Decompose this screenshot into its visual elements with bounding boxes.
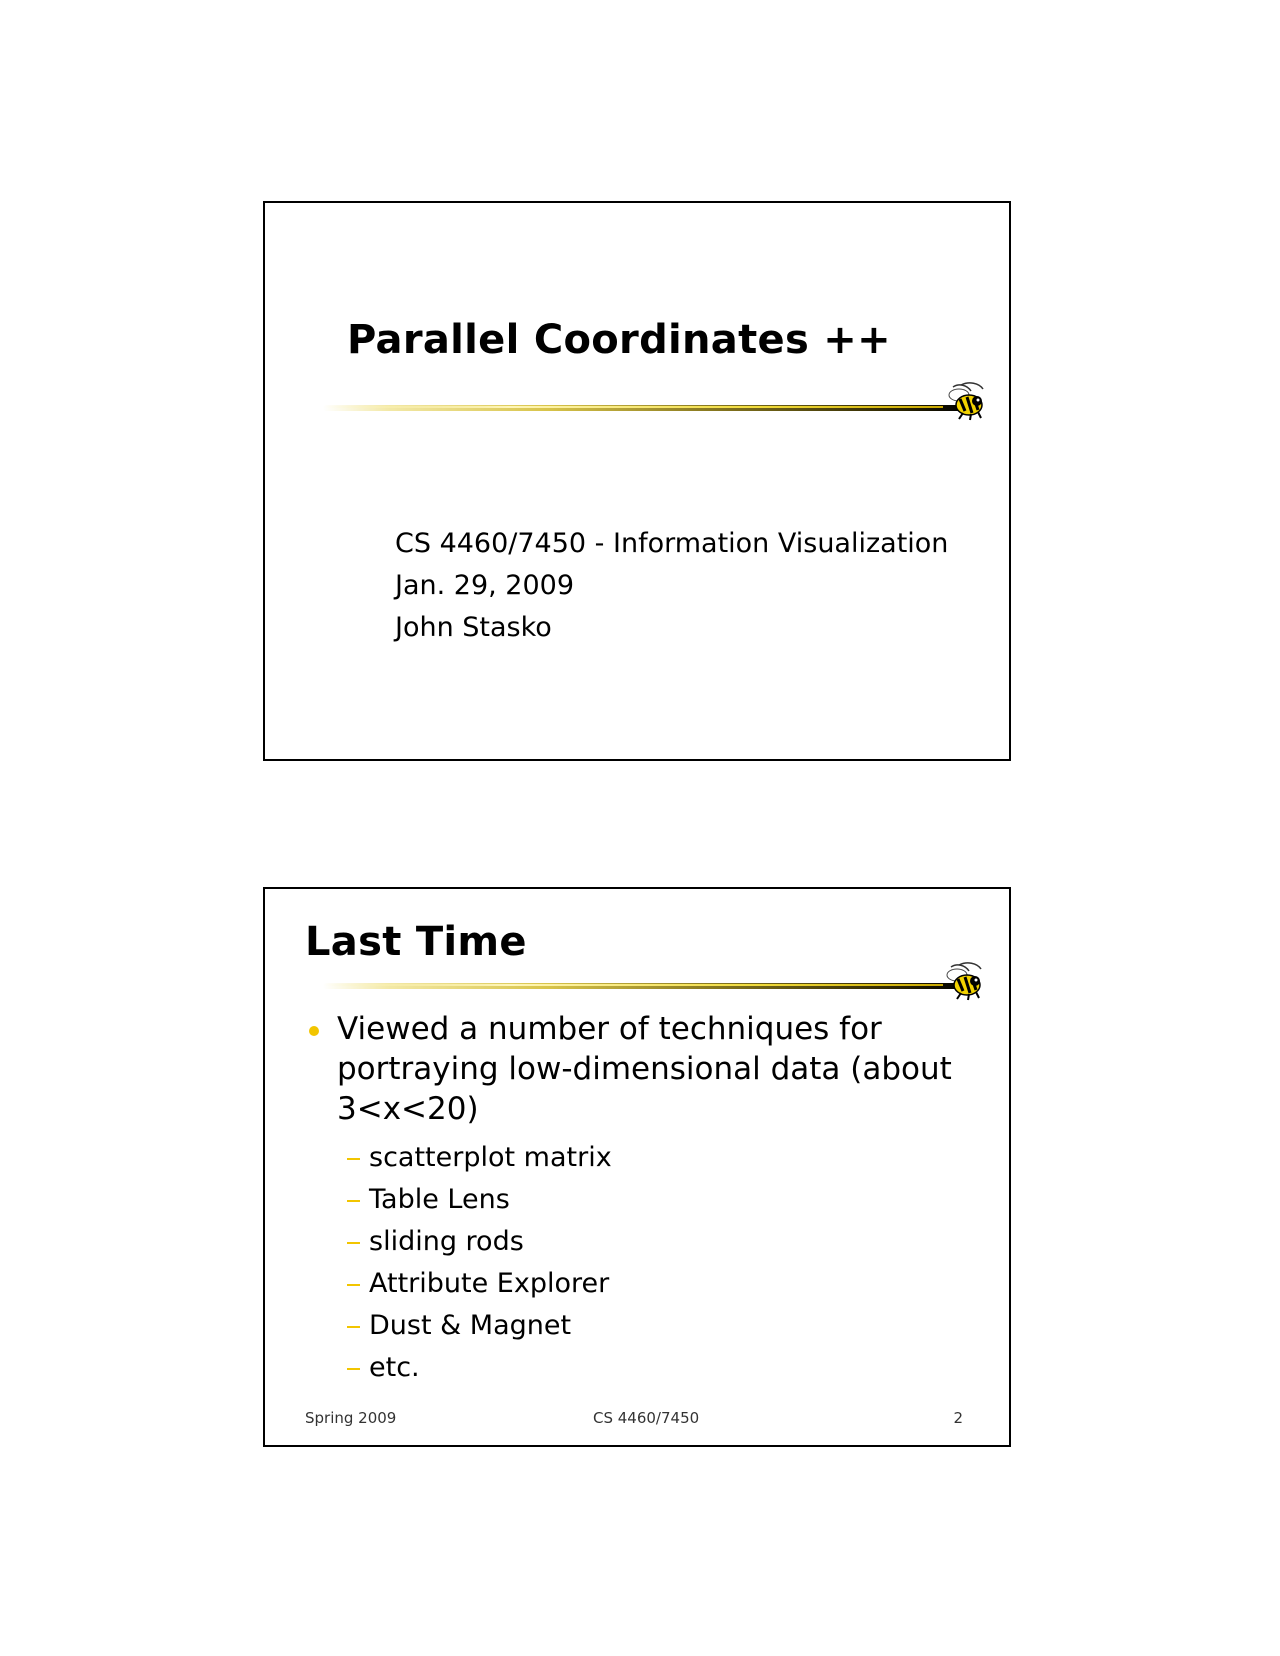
slide-title: Last Time: [305, 919, 527, 965]
main-bullet: [305, 1009, 985, 1129]
yellow-jacket-mascot-icon: [941, 961, 987, 1001]
title-rule: [323, 405, 963, 411]
footer-course: CS 4460/7450: [593, 1409, 700, 1427]
sub-bullet-text: sliding rods: [369, 1226, 524, 1257]
course-line: CS 4460/7450 - Information Visualization: [395, 528, 949, 559]
sub-bullet: [345, 1221, 985, 1263]
sub-bullet-list: [305, 1137, 985, 1389]
dash-icon: [347, 1200, 360, 1202]
sub-bullet: [345, 1137, 985, 1179]
title-rule: [323, 983, 963, 989]
yellow-jacket-mascot-icon: [943, 381, 989, 421]
dash-icon: [347, 1158, 360, 1160]
bullet-area: [305, 1009, 985, 1389]
subtitle-block: [395, 523, 948, 649]
sub-bullet-text: scatterplot matrix: [369, 1142, 612, 1173]
sub-bullet: [345, 1305, 985, 1347]
sub-bullet: [345, 1347, 985, 1389]
sub-bullet-text: Dust & Magnet: [369, 1310, 572, 1341]
dash-icon: [347, 1284, 360, 1286]
sub-bullet: [345, 1263, 985, 1305]
bullet-dot-icon: [309, 1026, 319, 1036]
sub-bullet-text: Attribute Explorer: [369, 1268, 610, 1299]
title-slide: [263, 201, 1011, 761]
dash-icon: [347, 1368, 360, 1370]
last-time-slide: [263, 887, 1011, 1447]
sub-bullet: [345, 1179, 985, 1221]
slide-title: Parallel Coordinates ++: [347, 317, 891, 363]
main-bullet-text: Viewed a number of techniques for portraying low-dimensional data (about 3<x<20): [337, 1011, 952, 1127]
footer-term: Spring 2009: [305, 1409, 397, 1427]
dash-icon: [347, 1242, 360, 1244]
date-line: Jan. 29, 2009: [395, 570, 575, 601]
author-line: John Stasko: [395, 612, 552, 643]
sub-bullet-text: etc.: [369, 1352, 420, 1383]
dash-icon: [347, 1326, 360, 1328]
sub-bullet-text: Table Lens: [369, 1184, 510, 1215]
footer-page-number: 2: [953, 1409, 963, 1427]
